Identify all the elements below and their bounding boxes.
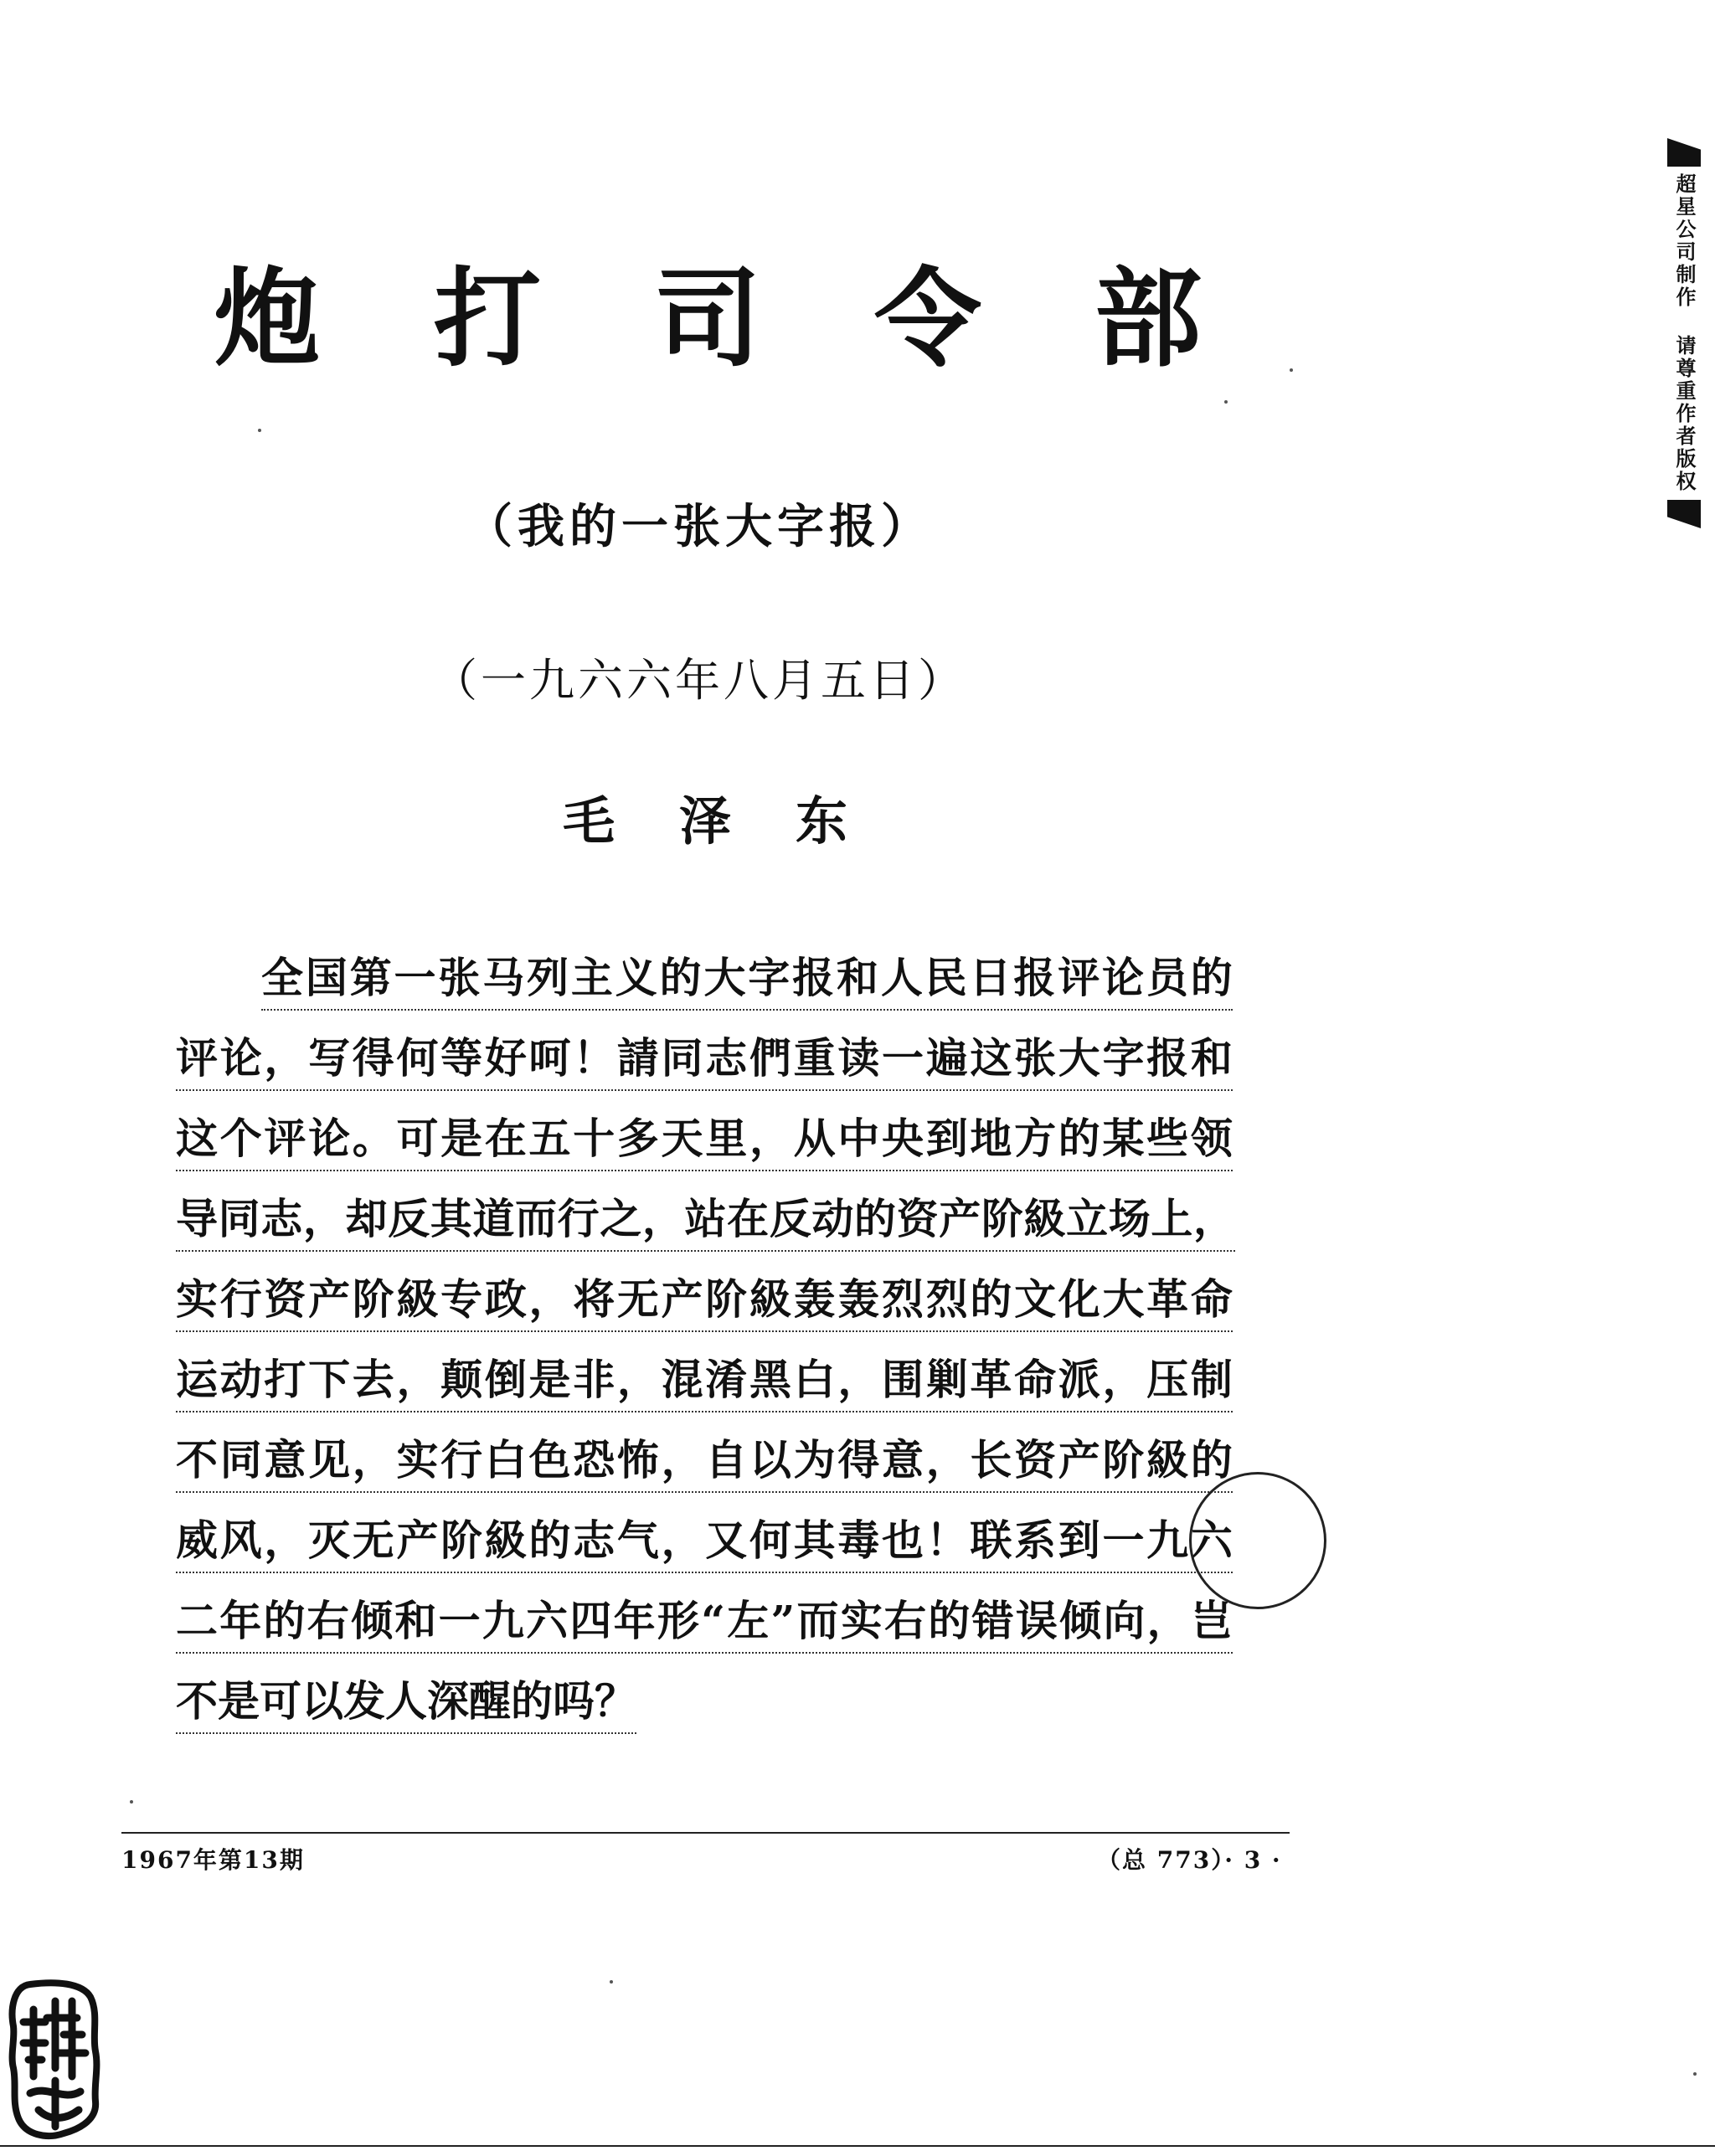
title-char: 炮	[214, 257, 322, 382]
footer-rule	[121, 1832, 1290, 1834]
seal-stamp	[5, 1976, 104, 2143]
page-title	[214, 243, 1202, 382]
title-char: 打	[433, 257, 541, 382]
page-number: （总 773）· 3 ·	[1097, 1846, 1282, 1874]
scan-speck	[130, 1800, 133, 1804]
pen-circle-mark	[1189, 1472, 1326, 1609]
bottom-border	[0, 2145, 1715, 2147]
issue-label: 1967年第13期	[121, 1846, 305, 1874]
watermark-strip	[1662, 138, 1706, 565]
author-char: 泽	[678, 790, 731, 852]
subtitle: （我的一张大字报）	[466, 499, 933, 554]
body-line: 实 行 资 产 阶 級 专 政 ， 将 无 产 阶 級 轰 轰 烈 烈 的 文 化 大 革 命	[176, 1272, 1233, 1332]
body-line: 二 年 的 右 倾 和 一 九 六 四 年 形 “ 左 ” 而 实 右 的 错 误 倾 向 ， 岂	[176, 1593, 1233, 1654]
body-line: 运 动 打 下 去 ， 颠 倒 是 非 ， 混 淆 黑 白 ， 围 剿 革 命 派 ， 压 制	[176, 1352, 1233, 1412]
scan-speck	[1290, 368, 1293, 372]
body-line: 导 同 志 ， 却 反 其 道 而 行 之 ， 站 在 反 动 的 资 产 阶 級 立 场 上 ，	[176, 1191, 1235, 1252]
scan-speck	[1693, 2072, 1697, 2076]
body-line: 不 同 意 见 ， 实 行 白 色 恐 怖 ， 自 以 为 得 意 ， 长 资 产 阶 級 的	[176, 1433, 1233, 1493]
title-char: 部	[1094, 257, 1202, 382]
body-line: 全 国 第 一 张 马 列 主 义 的 大 字 报 和 人 民 日 报 评 论 员 的	[261, 950, 1233, 1011]
scan-speck	[258, 429, 261, 432]
strip-bottom-bar	[1667, 500, 1701, 528]
scan-speck	[610, 1980, 613, 1984]
watermark-text: 超星公司制作 请尊重作者版权	[1672, 173, 1696, 493]
author-char: 毛	[563, 790, 615, 852]
date-line: （一九六六年八月五日）	[432, 654, 966, 707]
body-line: 评 论 ， 写 得 何 等 好 呵 ！ 請 同 志 們 重 读 一 遍 这 张 大 字 报 和	[176, 1031, 1233, 1091]
author-char: 东	[795, 790, 847, 852]
body-line: 这 个 评 论 。 可 是 在 五 十 多 天 里 ， 从 中 央 到 地 方 的 某 些 领	[176, 1111, 1233, 1171]
scan-speck	[1224, 400, 1228, 404]
author	[563, 783, 847, 850]
body-line: 威 风 ， 灭 无 产 阶 級 的 志 气 ， 又 何 其 毒 也 ！ 联 系 到 一 九 六	[176, 1513, 1233, 1573]
body-line: 不 是 可 以 发 人 深 醒 的 吗 ？	[176, 1674, 636, 1734]
title-char: 令	[873, 257, 981, 382]
strip-top-bar	[1667, 138, 1701, 167]
title-char: 司	[653, 257, 761, 382]
